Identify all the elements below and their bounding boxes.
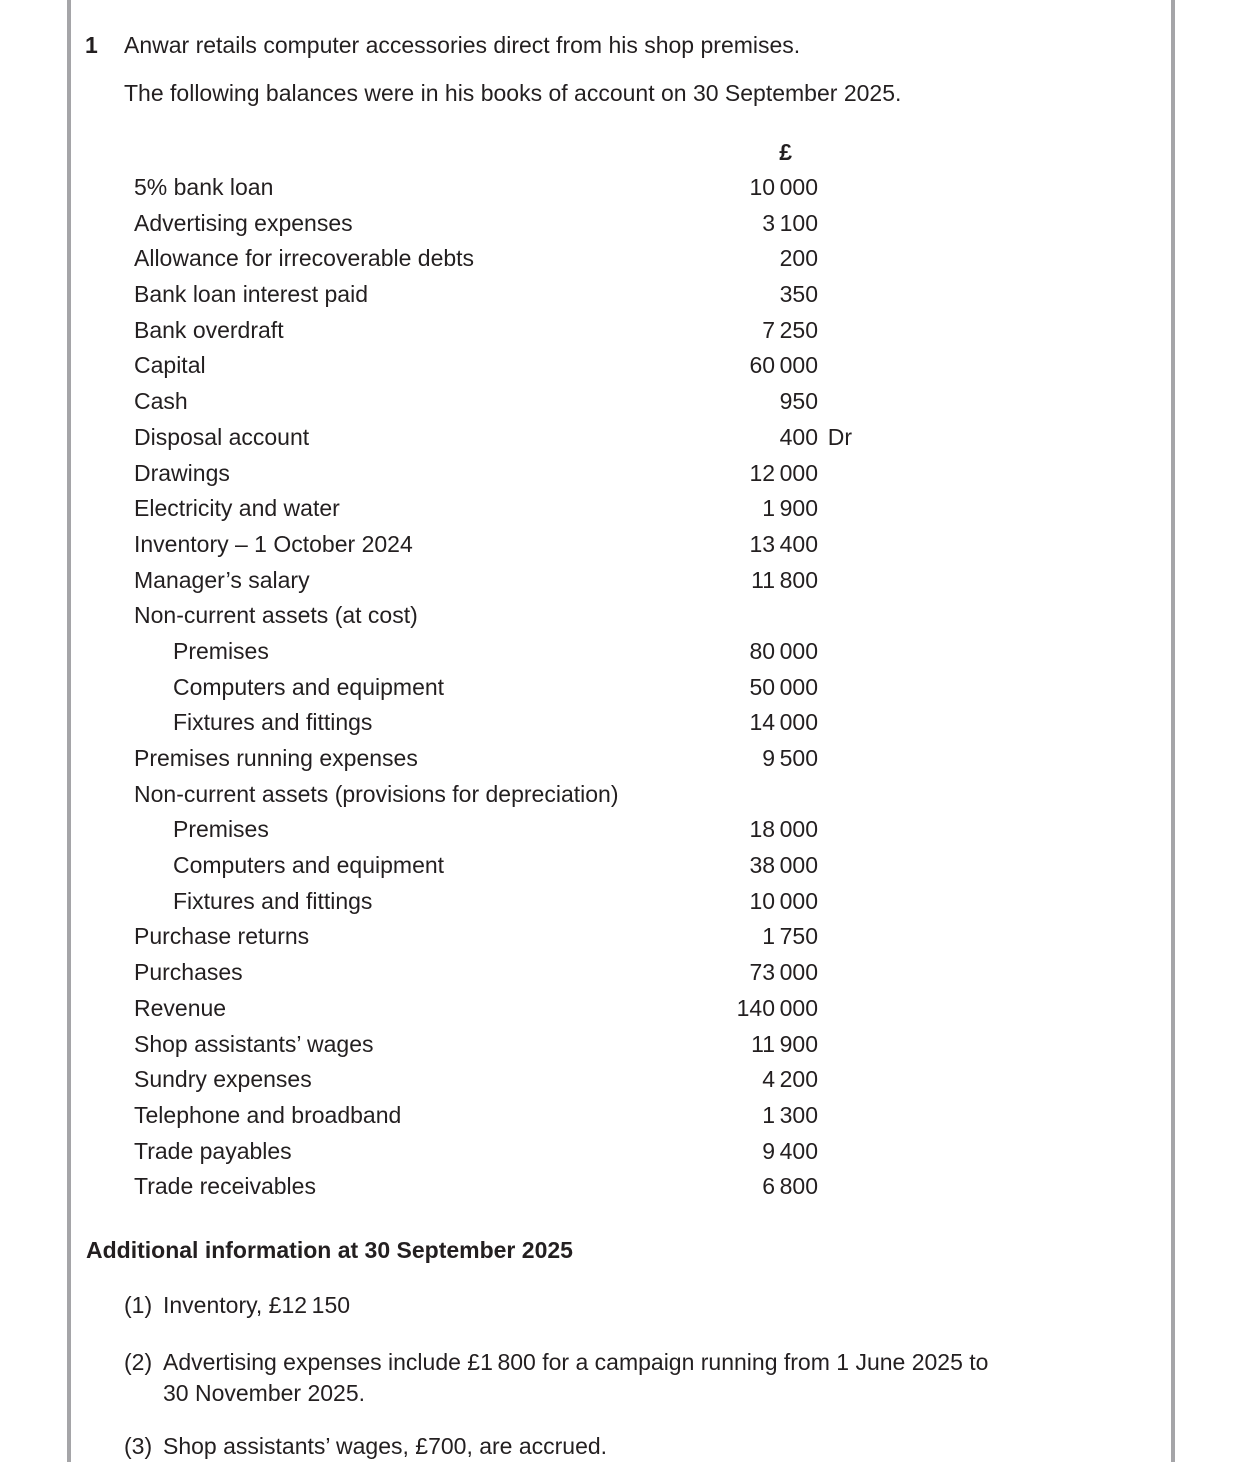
balance-row	[134, 348, 852, 384]
note-item	[124, 1347, 1244, 1409]
balance-label: Non-current assets (provisions for depreciation)	[134, 780, 619, 807]
balance-row	[134, 634, 852, 670]
balance-row	[134, 241, 852, 277]
balance-label: Fixtures and fittings	[173, 887, 373, 914]
note-number: (3)	[124, 1432, 153, 1459]
balance-label: Drawings	[134, 459, 230, 486]
balance-row	[134, 1098, 852, 1134]
balance-amount: 9 500	[762, 745, 818, 771]
balance-amount: 200	[779, 245, 818, 272]
balance-amount: 7 250	[762, 316, 818, 343]
balance-row	[134, 670, 852, 706]
balance-label: Premises running expenses	[134, 745, 418, 771]
balance-row	[134, 919, 852, 955]
note-text-line: 30 November 2025.	[163, 1379, 366, 1406]
balance-amount: 10 000	[749, 174, 818, 200]
balance-row	[134, 1027, 852, 1063]
balance-amount: 60 000	[749, 352, 818, 379]
balance-row	[134, 955, 852, 991]
balance-row	[134, 598, 852, 634]
balance-row	[134, 206, 852, 242]
balance-amount: 73 000	[749, 959, 818, 986]
balance-amount: 18 000	[749, 816, 818, 843]
balance-row	[134, 420, 852, 456]
additional-info-notes	[124, 1290, 1244, 1462]
balance-amount: 11 800	[751, 566, 818, 593]
balance-amount: 4 200	[762, 1066, 818, 1093]
intro-line-2: The following balances were in his books of account on 30 September 2025.	[124, 80, 902, 106]
balance-amount: 38 000	[749, 852, 818, 879]
balance-row	[134, 1062, 852, 1098]
balance-row	[134, 1134, 852, 1170]
balance-label: 5% bank loan	[134, 174, 274, 200]
balance-label: Capital	[134, 352, 206, 379]
balance-label: Inventory – 1 October 2024	[134, 530, 413, 557]
note-number: (2)	[124, 1348, 153, 1375]
note-item	[124, 1290, 1244, 1321]
balance-row	[134, 491, 852, 527]
currency-header: £	[779, 139, 792, 165]
balance-label: Non-current assets (at cost)	[134, 602, 418, 629]
note-text-line: Shop assistants’ wages, £700, are accrued.	[163, 1432, 608, 1459]
balance-label: Purchase returns	[134, 923, 310, 950]
additional-info-heading: Additional information at 30 September 2025	[86, 1236, 573, 1263]
balance-label: Revenue	[134, 994, 227, 1021]
balance-row	[134, 384, 852, 420]
balance-row	[134, 527, 852, 563]
balance-label: Cash	[134, 388, 188, 415]
balance-row	[134, 456, 852, 492]
balance-label: Premises	[173, 637, 269, 664]
balance-suffix: Dr	[827, 423, 852, 450]
balance-label: Fixtures and fittings	[173, 709, 373, 736]
balance-amount: 11 900	[751, 1030, 818, 1057]
balance-amount: 12 000	[749, 459, 818, 486]
note-item	[124, 1431, 1244, 1462]
balance-row	[134, 170, 852, 206]
balance-label: Purchases	[134, 959, 243, 986]
balance-label: Allowance for irrecoverable debts	[134, 245, 475, 272]
intro-line-1: Anwar retails computer accessories direct from his shop premises.	[124, 32, 801, 58]
balance-amount: 350	[779, 281, 818, 308]
balance-row	[134, 991, 852, 1027]
note-text	[163, 1431, 607, 1462]
note-number: (1)	[124, 1291, 153, 1318]
balance-label: Shop assistants’ wages	[134, 1030, 374, 1057]
balance-row	[134, 563, 852, 599]
balance-amount: 14 000	[749, 709, 818, 736]
balance-label: Bank overdraft	[134, 316, 284, 343]
balance-row	[134, 1169, 852, 1205]
balance-label: Bank loan interest paid	[134, 281, 368, 308]
balance-row	[134, 777, 852, 813]
balance-label: Manager’s salary	[134, 566, 310, 593]
balance-amount: 80 000	[749, 637, 818, 664]
balance-label: Computers and equipment	[173, 673, 445, 700]
balance-amount: 1 750	[762, 923, 818, 950]
balance-row	[134, 812, 852, 848]
balance-amount: 9 400	[762, 1137, 818, 1164]
balance-amount: 140 000	[736, 994, 818, 1021]
balance-amount: 6 800	[762, 1173, 818, 1200]
balance-amount: 3 100	[762, 209, 818, 236]
balance-label: Trade payables	[134, 1137, 292, 1164]
balance-row	[134, 884, 852, 920]
balance-row	[134, 741, 852, 777]
question-intro	[85, 30, 1244, 60]
balance-row	[134, 313, 852, 349]
balance-amount: 50 000	[749, 673, 818, 700]
balance-row	[134, 705, 852, 741]
note-text-line: Inventory, £12 150	[163, 1291, 351, 1318]
balance-label: Premises	[173, 816, 269, 843]
balance-label: Electricity and water	[134, 495, 340, 522]
question-number: 1	[85, 32, 98, 58]
balance-label: Advertising expenses	[134, 209, 353, 236]
balance-amount: 400	[779, 423, 818, 450]
balances-table	[134, 170, 852, 1205]
balance-label: Computers and equipment	[173, 852, 445, 879]
balance-label: Sundry expenses	[134, 1066, 312, 1093]
balance-amount: 10 000	[749, 887, 818, 914]
balance-label: Trade receivables	[134, 1173, 316, 1200]
note-text	[163, 1347, 988, 1409]
balance-amount: 1 300	[762, 1101, 818, 1128]
note-text	[163, 1290, 350, 1321]
balance-amount: 13 400	[749, 530, 818, 557]
balance-label: Telephone and broadband	[134, 1101, 402, 1128]
currency-header-row	[134, 137, 818, 167]
balance-row	[134, 277, 852, 313]
note-text-line: Advertising expenses include £1 800 for a campaign running from 1 June 2025 to	[163, 1348, 989, 1375]
balance-amount: 1 900	[762, 495, 818, 522]
balance-label: Disposal account	[134, 423, 310, 450]
balance-row	[134, 848, 852, 884]
balance-amount: 950	[779, 388, 818, 415]
